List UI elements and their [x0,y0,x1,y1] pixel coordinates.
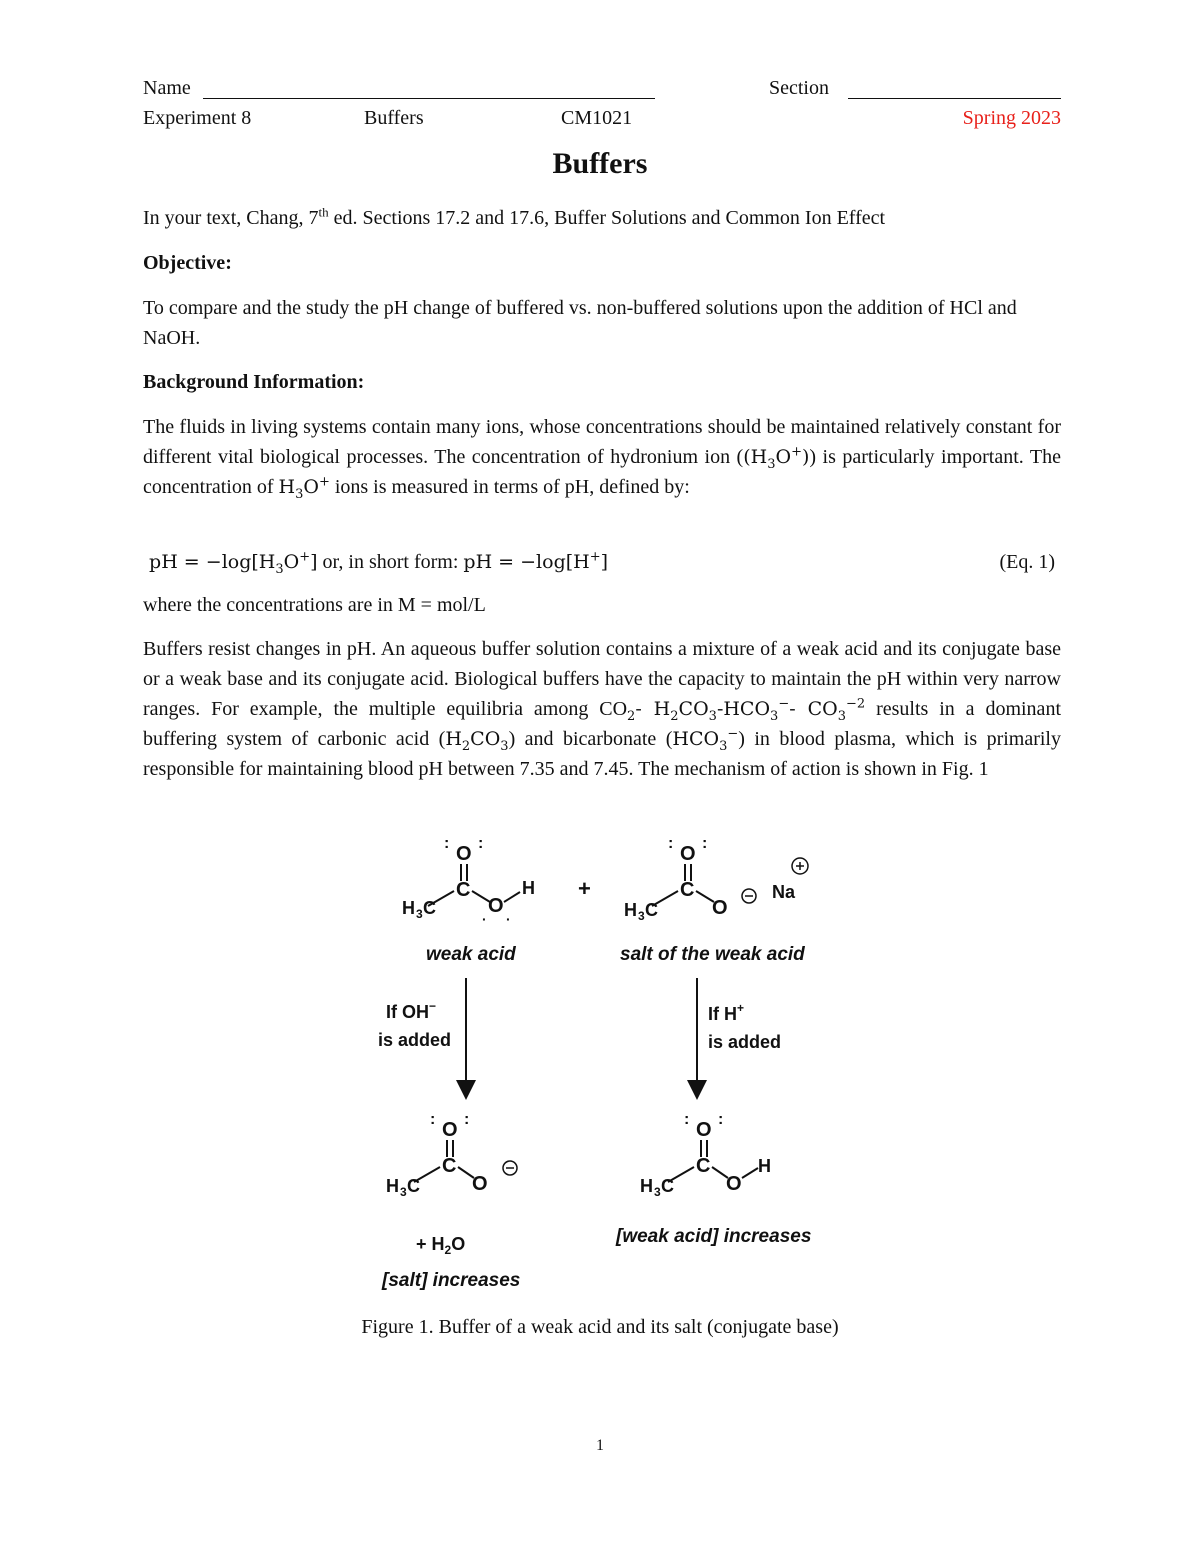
section-blank-line[interactable] [848,98,1061,99]
svg-text::: : [464,1111,470,1128]
plus-sign: + [578,876,591,901]
background-paragraph-1: The fluids in living systems contain many ions, whose concentrations should be maintained relatively constant for different vital biological processes. The concentration of hydronium ion $((H_3O^+))$ is particularly important. The concentration of $H_3O^+$ ions is measured in terms of pH, defined by: [143,416,1061,502]
svg-text:·: · [506,911,511,927]
name-label: Name [143,77,191,99]
svg-text::: : [718,1111,724,1128]
weak-acid-label: weak acid [426,944,516,965]
page-title: Buffers [552,147,648,180]
svg-text:3: 3 [638,909,645,923]
is-added-left: is added [378,1030,452,1050]
salt-increases-label: [salt] increases [382,1270,521,1291]
svg-text:O: O [442,1119,458,1141]
svg-text:H: H [758,1156,771,1176]
svg-text:H: H [402,898,415,918]
is-added-right: is added [708,1032,782,1052]
svg-text:·: · [482,911,487,927]
units-note: where the concentrations are in M = mol/L [143,594,486,616]
header-row-course [143,106,1061,132]
textbook-reference: In your text, Chang, 7th ed. Sections 17.2 and 17.6, Buffer Solutions and Common Ion Effect [143,204,886,229]
svg-text:C: C [442,1155,457,1177]
oxygen-label: O [456,843,472,865]
sodium-label: Na [772,882,796,902]
svg-text:O: O [680,843,696,865]
svg-text:C: C [456,879,471,901]
svg-text:H: H [522,878,535,898]
section-label: Section [769,77,829,99]
svg-text:H: H [624,900,637,920]
svg-text:C: C [407,1176,420,1196]
svg-text::: : [702,835,708,852]
salt-label: salt of the weak acid [620,944,805,965]
svg-text::: : [478,835,484,852]
svg-text:C: C [423,898,436,918]
svg-text:3: 3 [400,1185,407,1199]
svg-text:O: O [712,897,728,919]
svg-text:C: C [645,900,658,920]
course-code: CM1021 [561,107,633,129]
salt-structure [624,835,808,923]
background-heading: Background Information: [143,371,365,393]
weak-acid-structure [402,835,535,927]
svg-text::: : [684,1111,690,1128]
svg-text::: : [668,835,674,852]
svg-text:O: O [696,1119,712,1141]
svg-text:H: H [386,1176,399,1196]
svg-text:C: C [696,1155,711,1177]
svg-text:H: H [640,1176,653,1196]
header-row-name [143,76,1061,102]
svg-text:C: C [680,879,695,901]
svg-text:C: C [661,1176,674,1196]
svg-text:3: 3 [654,1185,661,1199]
svg-text::: : [444,835,450,852]
conjugate-base-structure [386,1111,517,1199]
svg-text:O: O [726,1173,742,1195]
page-number: 1 [596,1437,604,1454]
term-label: Spring 2023 [962,107,1061,129]
name-blank-line[interactable] [203,98,655,99]
weak-acid-product-structure [640,1111,771,1199]
plus-water-label: + $H_2O$ [416,1234,466,1257]
if-oh-label: If OH− [386,999,437,1022]
svg-text:O: O [488,895,504,917]
experiment-number: Experiment 8 [143,107,252,129]
objective-heading: Objective: [143,252,232,274]
buffer-mechanism-figure [360,826,860,1296]
weak-acid-increases-label: [weak acid] increases [616,1226,812,1247]
background-paragraph-2: Buffers resist changes in pH. An aqueous buffer solution contains a mixture of a weak acid and its conjugate base or a weak base and its conjugate acid. Biological buffers have the capacity to maintain the pH within very narrow ranges. For example, the multiple equilibria among $CO_2-$ $H_2CO_3-HCO_3^--$ $CO_3^{-2}$ results in a dominant buffering system of carbonic acid $(H_2CO_3)$ and bicarbonate $(HCO_3^-)$ in blood plasma, which is primarily responsible for maintaining blood pH between 7.35 and 7.45. The mechanism of action is shown in Fig. 1 [143,638,1061,780]
svg-text:3: 3 [416,907,423,921]
experiment-topic: Buffers [364,107,424,129]
svg-text::: : [430,1111,436,1128]
ph-equation: pH = $-\log[H_3O^+]$ or, in short form: pH = −log[H+] (Eq. 1) [143,547,1061,577]
objective-text: To compare and the study the pH change of buffered vs. non-buffered solutions upon the addition of HCl and NaOH. [143,297,1017,349]
if-h-label: If H+ [708,1001,745,1024]
equation-number: (Eq. 1) [999,551,1055,573]
svg-text:O: O [472,1173,488,1195]
figure-caption: Figure 1. Buffer of a weak acid and its salt (conjugate base) [361,1316,839,1338]
